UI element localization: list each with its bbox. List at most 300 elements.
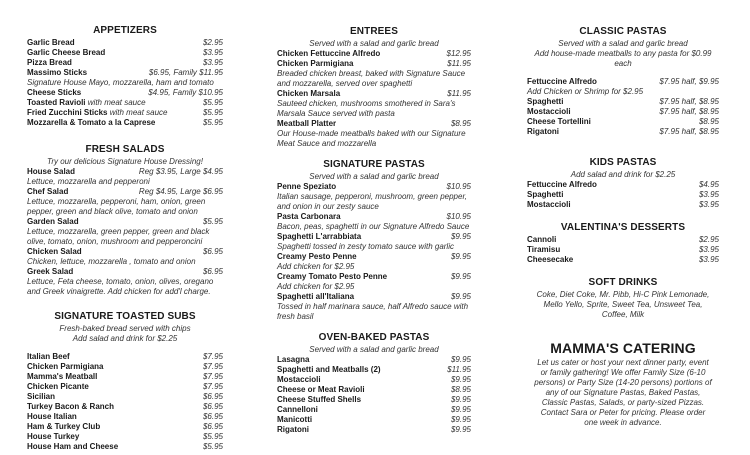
menu-item: [527, 245, 719, 255]
menu-item-row: [527, 77, 719, 87]
menu-item-row: [277, 119, 471, 129]
section-subtitle: Served with a salad and garlic bread: [309, 345, 439, 354]
menu-item-name: [527, 255, 695, 265]
menu-item-price: $3.95: [202, 48, 223, 57]
item-name-text: Fettuccine Alfredo: [527, 77, 597, 86]
section-title: SOFT DRINKS: [588, 277, 658, 288]
section-oven-baked-pastas: [277, 332, 471, 435]
menu-item-price: $10.95: [446, 182, 471, 191]
menu-item: [27, 442, 223, 452]
menu-item-price: $9.95: [450, 292, 471, 301]
menu-item-row: [277, 272, 471, 282]
item-name-text: Spaghetti: [527, 97, 564, 106]
item-name-text: House Italian: [27, 412, 77, 421]
menu-item: [27, 167, 223, 187]
menu-item-price: $4.95, Family $10.95: [148, 88, 223, 97]
item-name-text: Mozzarella & Tomato a la Caprese: [27, 118, 156, 127]
menu-item-name: [27, 48, 199, 58]
item-name-text: Rigatoni: [527, 127, 559, 136]
menu-item-name: [27, 167, 135, 177]
menu-item-name: [527, 190, 695, 200]
menu-item-price: $7.95: [202, 362, 223, 371]
menu-item: [277, 425, 471, 435]
menu-item-description: Add chicken for $2.95: [277, 262, 355, 271]
item-name-text: House Turkey: [27, 432, 80, 441]
menu-item: [277, 182, 471, 212]
menu-item: [277, 272, 471, 292]
menu-item-price: $6.95: [202, 247, 223, 256]
item-name-text: House Salad: [27, 167, 76, 176]
section-subtitle: Add salad and drink for $2.25: [570, 170, 676, 179]
menu-item-price: $7.95 half, $8.95: [659, 127, 719, 136]
menu-item-price: $3.95: [698, 200, 719, 209]
menu-item-row: [27, 432, 223, 442]
menu-item-name: [27, 362, 199, 372]
menu-item-name: [27, 372, 199, 382]
menu-item: [27, 392, 223, 402]
menu-item: [27, 402, 223, 412]
menu-item-row: [27, 38, 223, 48]
menu-item-name: [27, 108, 199, 118]
menu-item-row: [277, 365, 471, 375]
item-name-text: Greek Salad: [27, 267, 74, 276]
menu-item-row: [527, 127, 719, 137]
item-name-text: Creamy Tomato Pesto Penne: [277, 272, 388, 281]
item-name-text: Massimo Sticks: [27, 68, 88, 77]
menu-item-price: $11.95: [447, 89, 471, 98]
menu-item-row: [27, 58, 223, 68]
menu-item-description: Add Chicken or Shrimp for $2.95: [527, 87, 644, 96]
item-name-text: Chicken Parmigiana: [277, 59, 354, 68]
menu-item: [27, 247, 223, 267]
menu-item-row: [277, 385, 471, 395]
menu-item: [27, 68, 223, 88]
menu-item-description: Our House-made meatballs baked with our Signature Meat Sauce and mozzarella: [277, 129, 466, 148]
menu-item: [527, 255, 719, 265]
section-title: FRESH SALADS: [85, 144, 165, 155]
menu-item-row: [277, 232, 471, 242]
menu-item-row: [27, 108, 223, 118]
item-name-text: Tiramisu: [527, 245, 561, 254]
section-title: APPETIZERS: [93, 25, 157, 36]
item-name-text: Chicken Marsala: [277, 89, 341, 98]
menu-item: [527, 180, 719, 190]
menu-item-description: Spaghetti tossed in zesty tomato sauce with garlic: [277, 242, 454, 251]
menu-item-row: [27, 267, 223, 277]
menu-item-name: [277, 212, 443, 222]
menu-item-price: $5.95: [202, 118, 223, 127]
menu-item-row: [27, 187, 223, 197]
menu-item-name: [27, 267, 199, 277]
menu-column-left: [27, 25, 223, 452]
item-name-text: Spaghetti: [527, 190, 564, 199]
menu-item-row: [27, 118, 223, 128]
item-name-text: Pasta Carbonara: [277, 212, 341, 221]
menu-column-right: [527, 26, 719, 428]
menu-item-price: $9.95: [450, 405, 471, 414]
menu-item-row: [27, 48, 223, 58]
menu-item-name: [277, 375, 447, 385]
menu-item-name: [27, 118, 199, 128]
item-name-text: Rigatoni: [277, 425, 309, 434]
item-name-text: Mamma's Meatball: [27, 372, 98, 381]
menu-item-price: $2.95: [698, 235, 719, 244]
menu-item-price: $3.95: [202, 58, 223, 67]
menu-item-name: [27, 432, 199, 442]
menu-item-name: [527, 127, 655, 137]
menu-item-row: [27, 402, 223, 412]
menu-item-description: Lettuce, mozzarella, green pepper, green and black olive, tomato, onion, mushroom and pepperoncini: [27, 227, 210, 246]
item-name-text: Spaghetti L'arrabbiata: [277, 232, 362, 241]
menu-item: [527, 190, 719, 200]
menu-item: [277, 375, 471, 385]
menu-item-name: [277, 119, 447, 129]
menu-item: [27, 412, 223, 422]
menu-item-name: [277, 59, 443, 69]
menu-item: [277, 119, 471, 149]
menu-item: [27, 108, 223, 118]
menu-item: [277, 89, 471, 119]
item-name-text: Creamy Pesto Penne: [277, 252, 357, 261]
menu-item: [277, 365, 471, 375]
menu-item-price: $9.95: [450, 395, 471, 404]
menu-item-price: $4.95: [698, 180, 719, 189]
menu-item-description: Lettuce, mozzarella and pepperoni: [27, 177, 150, 186]
spacer: [27, 344, 223, 352]
menu-item-row: [277, 415, 471, 425]
section-text: Coke, Diet Coke, Mr. Pibb, Hi-C Pink Lemonade, Mello Yello, Sprite, Sweet Tea, Unsweet Tea, Coffee, Milk: [536, 290, 710, 319]
item-name-text: Mostaccioli: [527, 107, 571, 116]
menu-item-row: [277, 375, 471, 385]
menu-item-row: [277, 252, 471, 262]
section-subtitle: Try our delicious Signature House Dressing!: [47, 157, 203, 166]
item-name-text: Chicken Fettuccine Alfredo: [277, 49, 381, 58]
menu-item: [27, 372, 223, 382]
menu-item-row: [527, 190, 719, 200]
menu-item: [527, 77, 719, 97]
item-name-text: House Ham and Cheese: [27, 442, 119, 451]
menu-item-price: $3.95: [698, 255, 719, 264]
section-title: CLASSIC PASTAS: [579, 26, 667, 37]
menu-item: [277, 355, 471, 365]
menu-item-row: [277, 425, 471, 435]
menu-item: [27, 362, 223, 372]
menu-item-row: [277, 355, 471, 365]
section-desserts: [527, 222, 719, 265]
item-name-text: Sicilian: [27, 392, 56, 401]
menu-item-name: [277, 355, 447, 365]
section-subtitle: Add house-made meatballs to any pasta for $0.99 each: [534, 49, 712, 68]
menu-item-row: [27, 442, 223, 452]
item-name-text: Ham & Turkey Club: [27, 422, 101, 431]
menu-item-row: [277, 182, 471, 192]
menu-item-row: [527, 180, 719, 190]
item-name-text: Italian Beef: [27, 352, 70, 361]
menu-item-row: [27, 98, 223, 108]
menu-item: [27, 432, 223, 442]
menu-item-description: Chicken, lettuce, mozzarella , tomato and onion: [27, 257, 196, 266]
section-subtitle: Served with a salad and garlic bread: [558, 39, 688, 48]
menu-item: [527, 235, 719, 245]
section-catering: [527, 340, 719, 428]
menu-item-name: [27, 402, 199, 412]
item-name-text: Chicken Picante: [27, 382, 89, 391]
menu-item: [277, 395, 471, 405]
menu-item: [527, 117, 719, 127]
menu-item-row: [527, 107, 719, 117]
menu-item: [527, 107, 719, 117]
item-name-text: Lasagna: [277, 355, 310, 364]
menu-item-price: $7.95: [202, 382, 223, 391]
section-text: Let us cater or host your next dinner party, event or family gathering! We offer Family Size (6-10 persons) or Party Size (14-20 persons) portions of any of our Signature Pastas, Baked Pastas, Classic Pastas, Salads, or party-sized Pizzas. Contact Sara or Peter for pricing. Please order one week in advance.: [534, 358, 712, 427]
menu-item-name: [27, 412, 199, 422]
item-name-text: Spaghetti and Meatballs (2): [277, 365, 381, 374]
menu-item-name: [277, 252, 447, 262]
menu-item-name: [527, 117, 695, 127]
item-name-text: Cannelloni: [277, 405, 318, 414]
section-title: MAMMA'S CATERING: [550, 340, 696, 356]
menu-item-name: [27, 38, 199, 48]
menu-item-price: $9.95: [450, 425, 471, 434]
menu-item-name: [527, 235, 695, 245]
menu-item: [277, 49, 471, 59]
section-classic-pastas: [527, 26, 719, 137]
menu-item-name: [27, 187, 135, 197]
item-name-text: Cheese Tortellini: [527, 117, 591, 126]
menu-item: [27, 422, 223, 432]
menu-item-name: [527, 107, 655, 117]
menu-item-price: $9.95: [450, 252, 471, 261]
menu-item-price: $8.95: [698, 117, 719, 126]
section-title: SIGNATURE TOASTED SUBS: [54, 311, 196, 322]
menu-item-price: $5.95: [202, 108, 223, 117]
menu-item-description: Tossed in half marinara sauce, half Alfredo sauce with fresh basil: [277, 302, 469, 321]
menu-item-row: [27, 412, 223, 422]
menu-item: [527, 200, 719, 210]
menu-item-price: $7.95 half, $8.95: [659, 97, 719, 106]
menu-column-center: [277, 26, 471, 435]
menu-item-price: $7.95: [202, 352, 223, 361]
menu-item-row: [27, 217, 223, 227]
section-fresh-salads: [27, 144, 223, 297]
menu-item-name: [277, 182, 443, 192]
menu-item-name: [527, 200, 695, 210]
menu-item-name: [277, 49, 443, 59]
menu-item-price: $6.95: [202, 412, 223, 421]
menu-item-row: [527, 200, 719, 210]
section-toasted-subs: [27, 311, 223, 452]
menu-item-name: [277, 405, 447, 415]
menu-item-name: [277, 89, 443, 99]
menu-item-price: $10.95: [446, 212, 471, 221]
item-name-text: Toasted Ravioli: [27, 98, 86, 107]
item-name-text: Garden Salad: [27, 217, 79, 226]
section-signature-pastas: [277, 159, 471, 322]
item-note: with meat sauce: [87, 98, 146, 107]
menu-item-name: [27, 98, 199, 108]
menu-item: [27, 352, 223, 362]
item-name-text: Cheese or Meat Ravioli: [277, 385, 365, 394]
menu-item-description: Signature House Mayo, mozzarella, ham and tomato: [27, 78, 214, 87]
section-title: VALENTINA'S DESSERTS: [560, 222, 686, 233]
menu-item-row: [527, 235, 719, 245]
menu-item-row: [277, 212, 471, 222]
menu-item-description: Sauteed chicken, mushrooms smothered in Sara's Marsala Sauce served with pasta: [277, 99, 456, 118]
menu-item-name: [277, 415, 447, 425]
menu-item-price: $5.95: [202, 442, 223, 451]
menu-item-row: [27, 372, 223, 382]
menu-item-price: $2.95: [202, 38, 223, 47]
menu-item-name: [527, 245, 695, 255]
item-name-text: Cannoli: [527, 235, 557, 244]
menu-item-row: [27, 382, 223, 392]
menu-item-name: [27, 382, 199, 392]
menu-item: [27, 38, 223, 48]
menu-item: [27, 187, 223, 217]
menu-item-row: [27, 247, 223, 257]
menu-item-price: $3.95: [698, 190, 719, 199]
menu-item-price: $11.95: [447, 365, 471, 374]
menu-item-name: [527, 180, 695, 190]
menu-item-name: [27, 422, 199, 432]
menu-item-name: [277, 385, 447, 395]
menu-item-row: [27, 422, 223, 432]
menu-item-name: [27, 217, 199, 227]
menu-item: [277, 292, 471, 322]
menu-item-row: [27, 88, 223, 98]
section-subtitle: Fresh-baked bread served with chips: [59, 324, 191, 333]
menu-item-name: [27, 352, 199, 362]
menu-item-price: $6.95: [202, 267, 223, 276]
menu-item-price: $3.95: [698, 245, 719, 254]
menu-item-price: $7.95 half, $8.95: [659, 107, 719, 116]
menu-item: [277, 405, 471, 415]
menu-item-price: $6.95: [202, 422, 223, 431]
item-name-text: Garlic Bread: [27, 38, 75, 47]
menu-item: [27, 217, 223, 247]
section-title: OVEN-BAKED PASTAS: [318, 332, 430, 343]
menu-item-name: [527, 77, 655, 87]
item-name-text: Mostaccioli: [527, 200, 571, 209]
menu-item-row: [527, 97, 719, 107]
item-name-text: Cheese Sticks: [27, 88, 82, 97]
menu-item-name: [277, 425, 447, 435]
item-name-text: Fettuccine Alfredo: [527, 180, 597, 189]
section-appetizers: [27, 25, 223, 128]
menu-item-price: $6.95, Family $11.95: [148, 68, 223, 77]
menu-item-row: [277, 292, 471, 302]
menu-item: [27, 382, 223, 392]
menu-item: [277, 252, 471, 272]
menu-item-price: Reg $4.95, Large $6.95: [138, 187, 223, 196]
menu-item-price: Reg $3.95, Large $4.95: [138, 167, 223, 176]
menu-item-price: $9.95: [450, 272, 471, 281]
menu-item-price: $11.95: [447, 59, 471, 68]
menu-item-row: [527, 117, 719, 127]
item-name-text: Pizza Bread: [27, 58, 72, 67]
menu-item-row: [527, 255, 719, 265]
item-name-text: Garlic Cheese Bread: [27, 48, 106, 57]
menu-item-name: [27, 68, 145, 78]
section-title: ENTREES: [350, 26, 398, 37]
menu-item-row: [277, 49, 471, 59]
item-name-text: Cheese Stuffed Shells: [277, 395, 362, 404]
item-name-text: Penne Speziato: [277, 182, 337, 191]
menu-item: [527, 127, 719, 137]
menu-item-price: $6.95: [202, 392, 223, 401]
menu-item-name: [277, 232, 447, 242]
menu-item-price: $12.95: [446, 49, 471, 58]
menu-item-row: [27, 167, 223, 177]
item-name-text: Meatball Platter: [277, 119, 337, 128]
menu-item-name: [27, 58, 199, 68]
section-title: SIGNATURE PASTAS: [323, 159, 425, 170]
menu-item-description: Lettuce, mozzarella, pepperoni, ham, onion, green pepper, green and black olive, tomato and onion: [27, 197, 206, 216]
menu-item: [27, 98, 223, 108]
menu-item-name: [527, 97, 655, 107]
menu-item-price: $6.95: [202, 402, 223, 411]
menu-item-row: [27, 392, 223, 402]
item-name-text: Turkey Bacon & Ranch: [27, 402, 114, 411]
menu-item-price: $8.95: [450, 385, 471, 394]
menu-item-price: $9.95: [450, 355, 471, 364]
menu-item-price: $9.95: [450, 415, 471, 424]
menu-item: [27, 88, 223, 98]
section-subtitle: Served with a salad and garlic bread: [309, 172, 439, 181]
menu-item: [277, 232, 471, 252]
menu-item-description: Italian sausage, pepperoni, mushroom, green pepper, and onion in our zesty sauce: [277, 192, 467, 211]
menu-item: [27, 118, 223, 128]
menu-item-price: $7.95: [202, 372, 223, 381]
menu-item-price: $9.95: [450, 232, 471, 241]
menu-item-name: [277, 272, 447, 282]
item-name-text: Fried Zucchini Sticks: [27, 108, 108, 117]
menu-item-name: [277, 365, 443, 375]
section-subtitle: Served with a salad and garlic bread: [309, 39, 439, 48]
menu-item: [277, 59, 471, 89]
spacer: [527, 69, 719, 77]
menu-item-description: Lettuce, Feta cheese, tomato, onion, olives, oregano and Greek vinaigrette. Add chicken for add'l charge.: [27, 277, 214, 296]
menu-item-row: [277, 89, 471, 99]
menu-item: [527, 97, 719, 107]
section-entrees: [277, 26, 471, 149]
menu-item-description: Breaded chicken breast, baked with Signature Sauce and mozzarella, served over spaghetti: [277, 69, 466, 88]
item-note: with meat sauce: [109, 108, 168, 117]
item-name-text: Chicken Salad: [27, 247, 82, 256]
item-name-text: Spaghetti all'Italiana: [277, 292, 355, 301]
menu-item-name: [27, 247, 199, 257]
menu-item-price: $7.95 half, $9.95: [659, 77, 719, 86]
menu-item-row: [27, 68, 223, 78]
menu-item-row: [27, 362, 223, 372]
item-name-text: Manicotti: [277, 415, 313, 424]
section-title: KIDS PASTAS: [589, 157, 657, 168]
item-name-text: Mostaccioli: [277, 375, 321, 384]
menu-item: [277, 385, 471, 395]
menu-item-row: [527, 245, 719, 255]
section-soft-drinks: [527, 277, 719, 320]
menu-item-price: $9.95: [450, 375, 471, 384]
menu-item-name: [277, 292, 447, 302]
menu-item: [277, 415, 471, 425]
menu-item-row: [277, 395, 471, 405]
menu-item-row: [277, 405, 471, 415]
menu-item-description: Add chicken for $2.95: [277, 282, 355, 291]
item-name-text: Cheesecake: [527, 255, 574, 264]
menu-item: [27, 48, 223, 58]
menu-item: [277, 212, 471, 232]
menu-item-price: $5.95: [202, 98, 223, 107]
